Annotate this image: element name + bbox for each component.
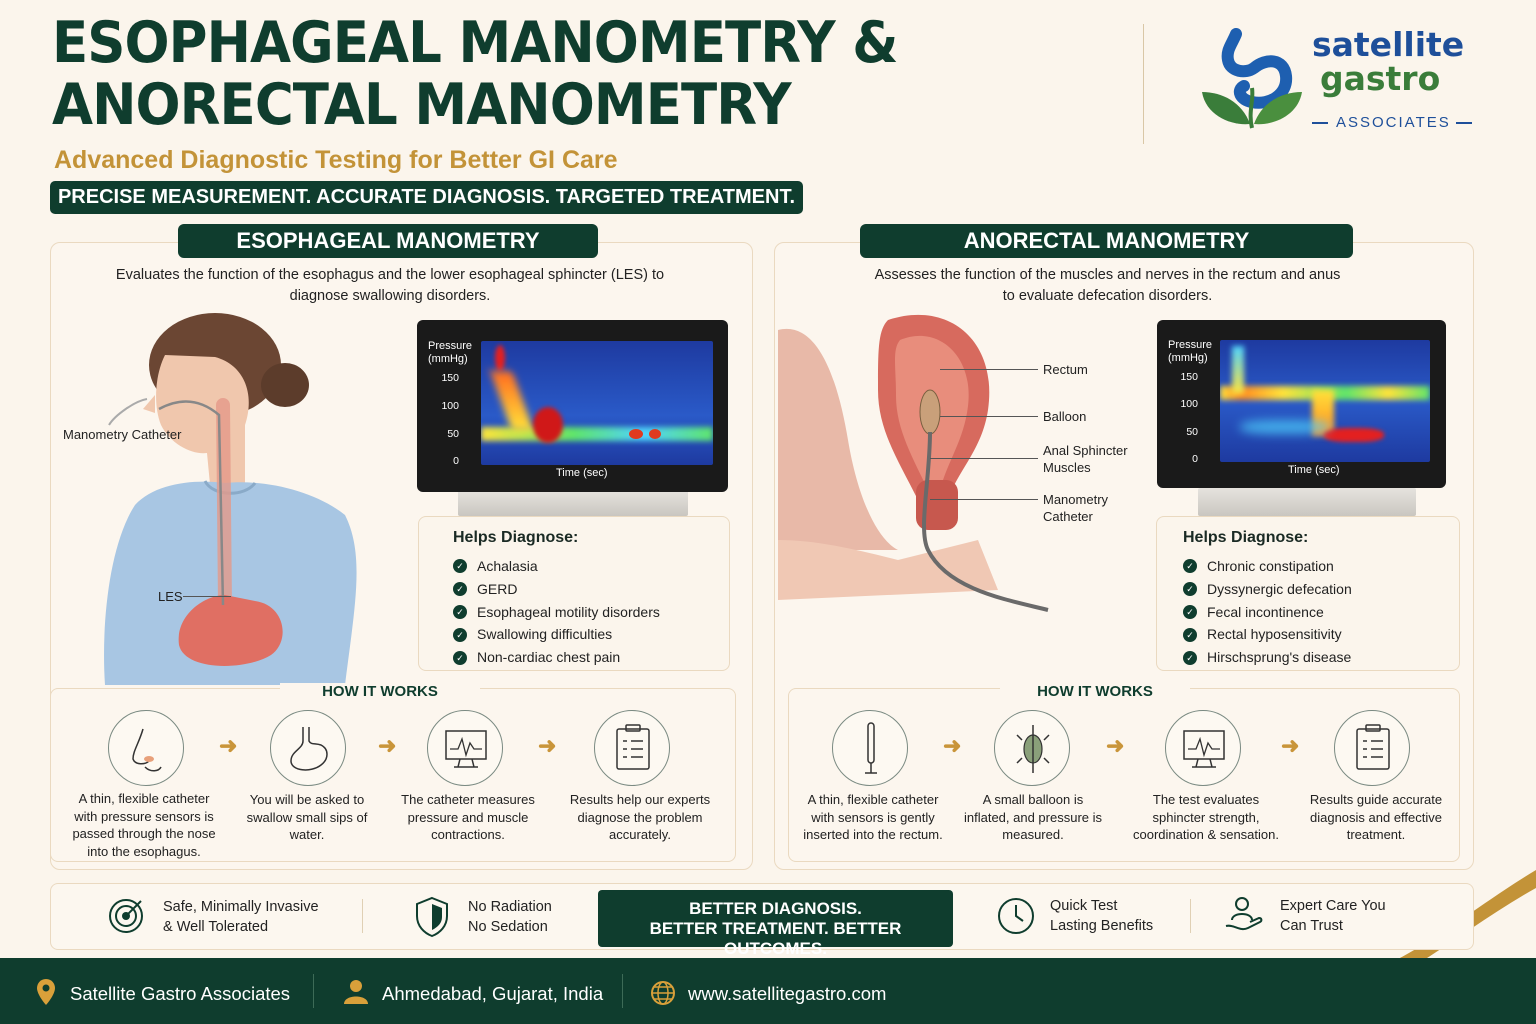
tick-50: 50 [1186,426,1198,438]
feature-line: Quick Test [1050,898,1118,914]
esophageal-title: ESOPHAGEAL MANOMETRY [178,224,598,258]
brand-line1: satellite [1312,25,1465,64]
diagnose-item [1183,601,1459,624]
anorectal-description: Assesses the function of the muscles and nerves in the rectum and anus to evaluate defecation disorders. [874,267,1341,304]
diagnose-item [453,578,729,601]
diagnose-label: Dyssynergic defecation [1207,580,1352,597]
diagnose-label: GERD [477,580,518,597]
balloon-callout: Balloon [1043,409,1087,424]
footer-location: Ahmedabad, Gujarat, India [382,983,604,1004]
arrow-right-icon: ➜ [538,733,557,758]
feature-line: Expert Care You [1280,898,1386,914]
clipboard-icon [594,710,670,786]
balloon-icon [994,710,1070,786]
check-icon: ✓ [453,605,467,619]
feature-line: & Well Tolerated [163,919,269,935]
brand-associates: ASSOCIATES [1336,114,1451,131]
page-title: ESOPHAGEAL MANOMETRY & ANORECTAL MANOMETRY [52,10,898,138]
check-icon: ✓ [453,651,467,665]
esophageal-step-2: You will be asked to swallow small sips of water. [246,792,368,842]
stomach-icon [270,710,346,786]
brand-name [1312,25,1465,98]
footer-divider [622,974,623,1008]
anorectal-step-3: The test evaluates sphincter strength, coordination & sensation. [1133,792,1279,842]
anorectal-x-label: Time (sec) [1288,464,1340,476]
feature-line: No Radiation [468,899,552,915]
diagnose-label: Hirschsprung's disease [1207,649,1352,666]
arrow-right-icon: ➜ [1281,733,1300,758]
esophagus-anatomy-illustration-icon [95,305,435,685]
diagnose-label: Swallowing difficulties [477,626,613,643]
check-icon: ✓ [1183,605,1197,619]
feature-radiation [468,897,552,937]
catheter-icon [832,710,908,786]
stomach-leaf-logo-icon [1196,28,1308,138]
arrow-right-icon: ➜ [378,733,397,758]
esophageal-diagnose-box [418,516,730,671]
esophageal-pressure-plot [481,341,713,465]
monitor-icon [427,710,503,786]
diagnose-label: Esophageal motility disorders [477,603,660,620]
care-icon [1222,894,1264,938]
anorectal-diagnose-box [1156,516,1460,671]
header-divider [1143,24,1144,144]
check-icon: ✓ [1183,651,1197,665]
esophageal-x-label: Time (sec) [556,467,608,479]
arrow-right-icon: ➜ [219,733,238,758]
check-icon: ✓ [453,559,467,573]
location-pin-icon [36,978,56,1006]
les-callout-line [183,596,231,597]
tick-100: 100 [441,400,459,412]
tick-150: 150 [1180,371,1198,383]
shield-icon [414,896,450,938]
diagnose-label: Chronic constipation [1207,558,1334,574]
footer-website-link[interactable]: www.satellitegastro.com [688,983,887,1004]
clipboard-icon [1334,710,1410,786]
anorectal-catheter-callout: Manometry Catheter [1043,492,1109,524]
feature-line: No Sedation [468,919,548,935]
diagnose-item [453,623,729,646]
feature-divider [1190,899,1191,933]
anorectal-anatomy-illustration-icon [778,300,1058,620]
esophageal-step-4: Results help our experts diagnose the problem accurately. [569,792,711,842]
esophageal-y-label: Pressure (mmHg) [428,340,473,365]
esophageal-how-title: HOW IT WORKS [280,683,480,700]
page-subtitle: Advanced Diagnostic Testing for Better GI Care [54,146,618,174]
outcomes-banner [598,890,953,958]
brand-line2: gastro [1320,59,1441,98]
feature-expert [1280,896,1386,936]
feature-quick [1050,896,1153,936]
diagnose-item [1183,646,1459,669]
feature-safe [163,897,319,937]
tick-0: 0 [1192,453,1198,465]
banner-line: BETTER TREATMENT. BETTER OUTCOMES. [649,919,902,958]
anorectal-step-1: A thin, flexible catheter with sensors is gently inserted into the rectum. [803,792,943,842]
check-icon: ✓ [1183,628,1197,642]
diagnose-item [453,646,729,669]
arrow-right-icon: ➜ [1106,733,1125,758]
target-icon [107,897,145,935]
check-icon: ✓ [453,628,467,642]
esophageal-step-3: The catheter measures pressure and muscle contractions. [401,792,535,842]
tick-0: 0 [453,455,459,467]
person-pin-icon [342,978,370,1006]
les-callout: LES [158,589,183,604]
tick-100: 100 [1180,398,1198,410]
anorectal-how-title: HOW IT WORKS [1000,683,1190,700]
tagline-banner: PRECISE MEASUREMENT. ACCURATE DIAGNOSIS. TARGETED TREATMENT. [50,181,803,214]
tick-50: 50 [447,428,459,440]
rectum-callout-line [940,369,1038,370]
diagnose-item [1183,578,1459,601]
balloon-callout-line [940,416,1038,417]
monitor-stand [458,490,688,516]
diagnose-label: Non-cardiac chest pain [477,649,621,666]
diagnose-label: Achalasia [477,558,538,574]
footer-name: Satellite Gastro Associates [70,983,291,1004]
anorectal-step-2: A small balloon is inflated, and pressure is measured. [963,792,1103,842]
check-icon: ✓ [453,582,467,596]
feature-divider [362,899,363,933]
catheter-callout: Manometry Catheter [63,427,182,442]
esophageal-diagnose-title: Helps Diagnose: [453,529,579,546]
esophageal-step-1: A thin, flexible catheter with pressure sensors is passed through the nose into the esophagus. [72,791,216,859]
anorectal-title: ANORECTAL MANOMETRY [860,224,1353,258]
catheter-callout-line [930,499,1038,500]
monitor-stand [1198,488,1416,516]
sphincter-callout-line [930,458,1038,459]
globe-icon [650,980,676,1006]
diagnose-item [1183,555,1459,578]
brand-rule-right [1456,122,1472,124]
diagnose-item [453,601,729,624]
esophageal-description: Evaluates the function of the esophagus and the lower esophageal sphincter (LES) to diagnose swallowing disorders. [115,267,665,304]
nose-icon [108,710,184,786]
anorectal-y-label: Pressure (mmHg) [1168,339,1213,364]
rectum-callout: Rectum [1043,362,1088,377]
feature-line: Lasting Benefits [1050,918,1154,934]
clock-icon [996,896,1036,936]
sphincter-callout: Anal Sphincter Muscles [1043,443,1128,475]
banner-line: BETTER DIAGNOSIS. [689,899,862,918]
anorectal-pressure-plot [1220,340,1430,462]
feature-line: Can Trust [1280,918,1343,934]
anorectal-step-4: Results guide accurate diagnosis and effective treatment. [1309,792,1443,842]
brand-rule-left [1312,122,1328,124]
diagnose-item [453,555,729,578]
arrow-right-icon: ➜ [943,733,962,758]
monitor-icon [1165,710,1241,786]
diagnose-item [1183,623,1459,646]
diagnose-label: Fecal incontinence [1207,603,1324,620]
anorectal-diagnose-title: Helps Diagnose: [1183,529,1309,546]
check-icon: ✓ [1183,582,1197,596]
feature-line: Safe, Minimally Invasive [163,899,319,915]
tick-150: 150 [441,372,459,384]
check-icon: ✓ [1183,559,1197,573]
footer-divider [313,974,314,1008]
diagnose-label: Rectal hyposensitivity [1207,626,1342,643]
